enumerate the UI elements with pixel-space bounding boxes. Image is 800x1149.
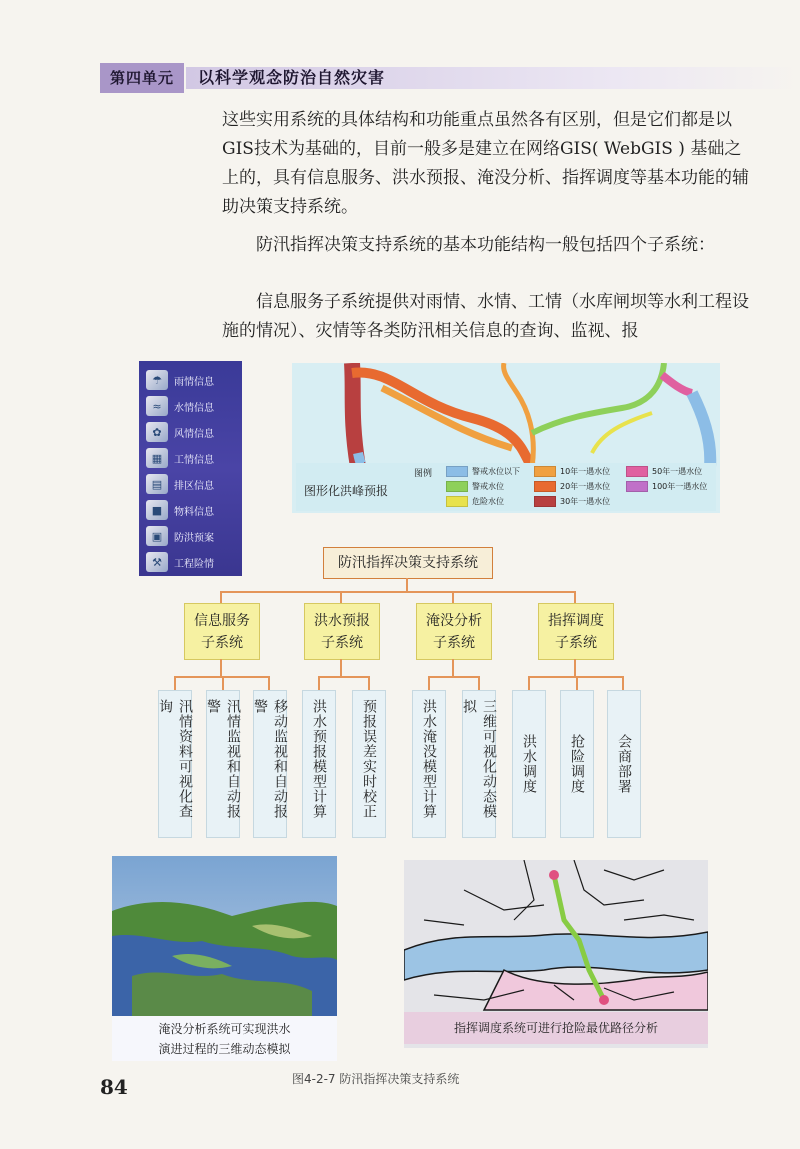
legend-item: 警戒水位 (446, 481, 504, 492)
connector (268, 676, 270, 690)
menu-label: 雨情信息 (174, 377, 214, 388)
connector (574, 659, 576, 677)
connector (528, 676, 530, 690)
drainage-icon: ▤ (146, 474, 168, 494)
connector (478, 676, 480, 690)
connector (220, 591, 222, 603)
subsystem-inundation-analysis (416, 603, 492, 660)
plan-icon: ▣ (146, 526, 168, 546)
subsystem-name: 洪水预报 (314, 612, 370, 629)
header-title: 以科学观念防治自然灾害 (198, 68, 386, 87)
legend-item: 20年一遇水位 (534, 481, 610, 492)
leaf-forecast-model: 洪水预报模型计算 (302, 690, 336, 838)
subsystem-flood-forecast (304, 603, 380, 660)
subsystem-name: 信息服务 (194, 612, 250, 629)
route-map-caption: 指挥调度系统可进行抢险最优路径分析 (404, 1012, 708, 1044)
subsystem-info-service (184, 603, 260, 660)
water-icon: ≈ (146, 396, 168, 416)
menu-item-rain[interactable] (146, 370, 238, 392)
wind-icon: ✿ (146, 422, 168, 442)
terrain-caption-line: 演进过程的三维动态模拟 (158, 1042, 291, 1056)
connector (318, 676, 320, 690)
flood-forecast-map (292, 363, 720, 513)
connector (622, 676, 624, 690)
legend-item: 100年一遇水位 (626, 481, 707, 492)
map-caption: 图形化洪峰预报 (304, 484, 389, 498)
subsystem-suffix: 子系统 (321, 634, 363, 651)
connector (220, 659, 222, 677)
unit-label: 第四单元 (100, 63, 184, 93)
leaf-inundation-model: 洪水淹没模型计算 (412, 690, 446, 838)
menu-item-plan[interactable] (146, 526, 238, 548)
connector (368, 676, 370, 690)
connector (576, 676, 578, 690)
connector (452, 659, 454, 677)
connector (574, 591, 576, 603)
river-map (292, 363, 720, 467)
leaf-monitor-alarm: 汛情监视和自动报警 (206, 690, 240, 838)
paragraph-2: 防汛指挥决策支持系统的基本功能结构一般包括四个子系统： (256, 235, 715, 255)
connector (428, 676, 430, 690)
legend-item: 10年一遇水位 (534, 466, 610, 477)
connector (340, 659, 342, 677)
rain-icon: ☂ (146, 370, 168, 390)
legend-item: 50年一遇水位 (626, 466, 702, 477)
connector (340, 591, 342, 603)
menu-item-engineering[interactable] (146, 448, 238, 470)
leaf-error-correction: 预报误差实时校正 (352, 690, 386, 838)
connector (220, 591, 576, 593)
connector (428, 676, 480, 678)
terrain-caption (112, 1016, 337, 1061)
legend-item: 30年一遇水位 (534, 496, 610, 507)
page-number: 84 (100, 1075, 128, 1099)
menu-label: 工情信息 (174, 455, 214, 466)
menu-item-materials[interactable] (146, 500, 238, 522)
menu-label: 物料信息 (174, 507, 214, 518)
figure-caption: 图4-2-7 防汛指挥决策支持系统 (292, 1072, 460, 1086)
legend-item: 警戒水位以下 (446, 466, 520, 477)
subsystem-suffix: 子系统 (201, 634, 243, 651)
hazard-icon: ⚒ (146, 552, 168, 572)
legend-item: 危险水位 (446, 496, 504, 507)
legend-title: 图例 (414, 469, 433, 479)
connector (452, 591, 454, 603)
menu-label: 风情信息 (174, 429, 214, 440)
menu-item-wind[interactable] (146, 422, 238, 444)
terrain-3d-image (112, 856, 337, 1061)
subsystem-name: 指挥调度 (548, 612, 604, 629)
root-system-box: 防汛指挥决策支持系统 (323, 547, 493, 579)
rescue-route-map (404, 860, 708, 1048)
leaf-3d-simulation: 三维可视化动态模拟 (462, 690, 496, 838)
running-header (100, 63, 800, 93)
menu-label: 水情信息 (174, 403, 214, 414)
connector (174, 676, 176, 690)
subsystem-suffix: 子系统 (433, 634, 475, 651)
leaf-flood-dispatch: 洪水调度 (512, 690, 546, 838)
paragraph-3: 信息服务子系统提供对雨情、水情、工情（水库闸坝等水利工程设施的情况）、灾情等各类防汛相关信息的查询、监视、报 (222, 292, 749, 341)
leaf-consultation: 会商部署 (607, 690, 641, 838)
map-legend (296, 463, 716, 511)
connector (406, 578, 408, 592)
subsystem-command-dispatch (538, 603, 614, 660)
leaf-visual-query: 汛情资料可视化查询 (158, 690, 192, 838)
connector (318, 676, 370, 678)
engineering-icon: ▦ (146, 448, 168, 468)
menu-item-water[interactable] (146, 396, 238, 418)
terrain-caption-line: 淹没分析系统可实现洪水 (158, 1022, 291, 1036)
leaf-rescue-dispatch: 抢险调度 (560, 690, 594, 838)
materials-icon: ■ (146, 500, 168, 520)
connector (222, 676, 224, 690)
menu-label: 工程险情 (174, 559, 214, 570)
menu-item-drainage[interactable] (146, 474, 238, 496)
subsystem-name: 淹没分析 (426, 612, 482, 629)
info-menu-panel (139, 361, 242, 576)
menu-item-hazard[interactable] (146, 552, 238, 574)
menu-label: 防洪预案 (174, 533, 214, 544)
menu-label: 排区信息 (174, 481, 214, 492)
leaf-mobile-monitor: 移动监视和自动报警 (253, 690, 287, 838)
subsystem-suffix: 子系统 (555, 634, 597, 651)
paragraph-1: 这些实用系统的具体结构和功能重点虽然各有区别，但是它们都是以GIS技术为基础的，目前一般多是建立在网络GIS( WebGIS ) 基础之上的，具有信息服务、洪水预报、淹没分析、指挥调度等基本功能的辅助决策支持系统。 (222, 110, 749, 217)
